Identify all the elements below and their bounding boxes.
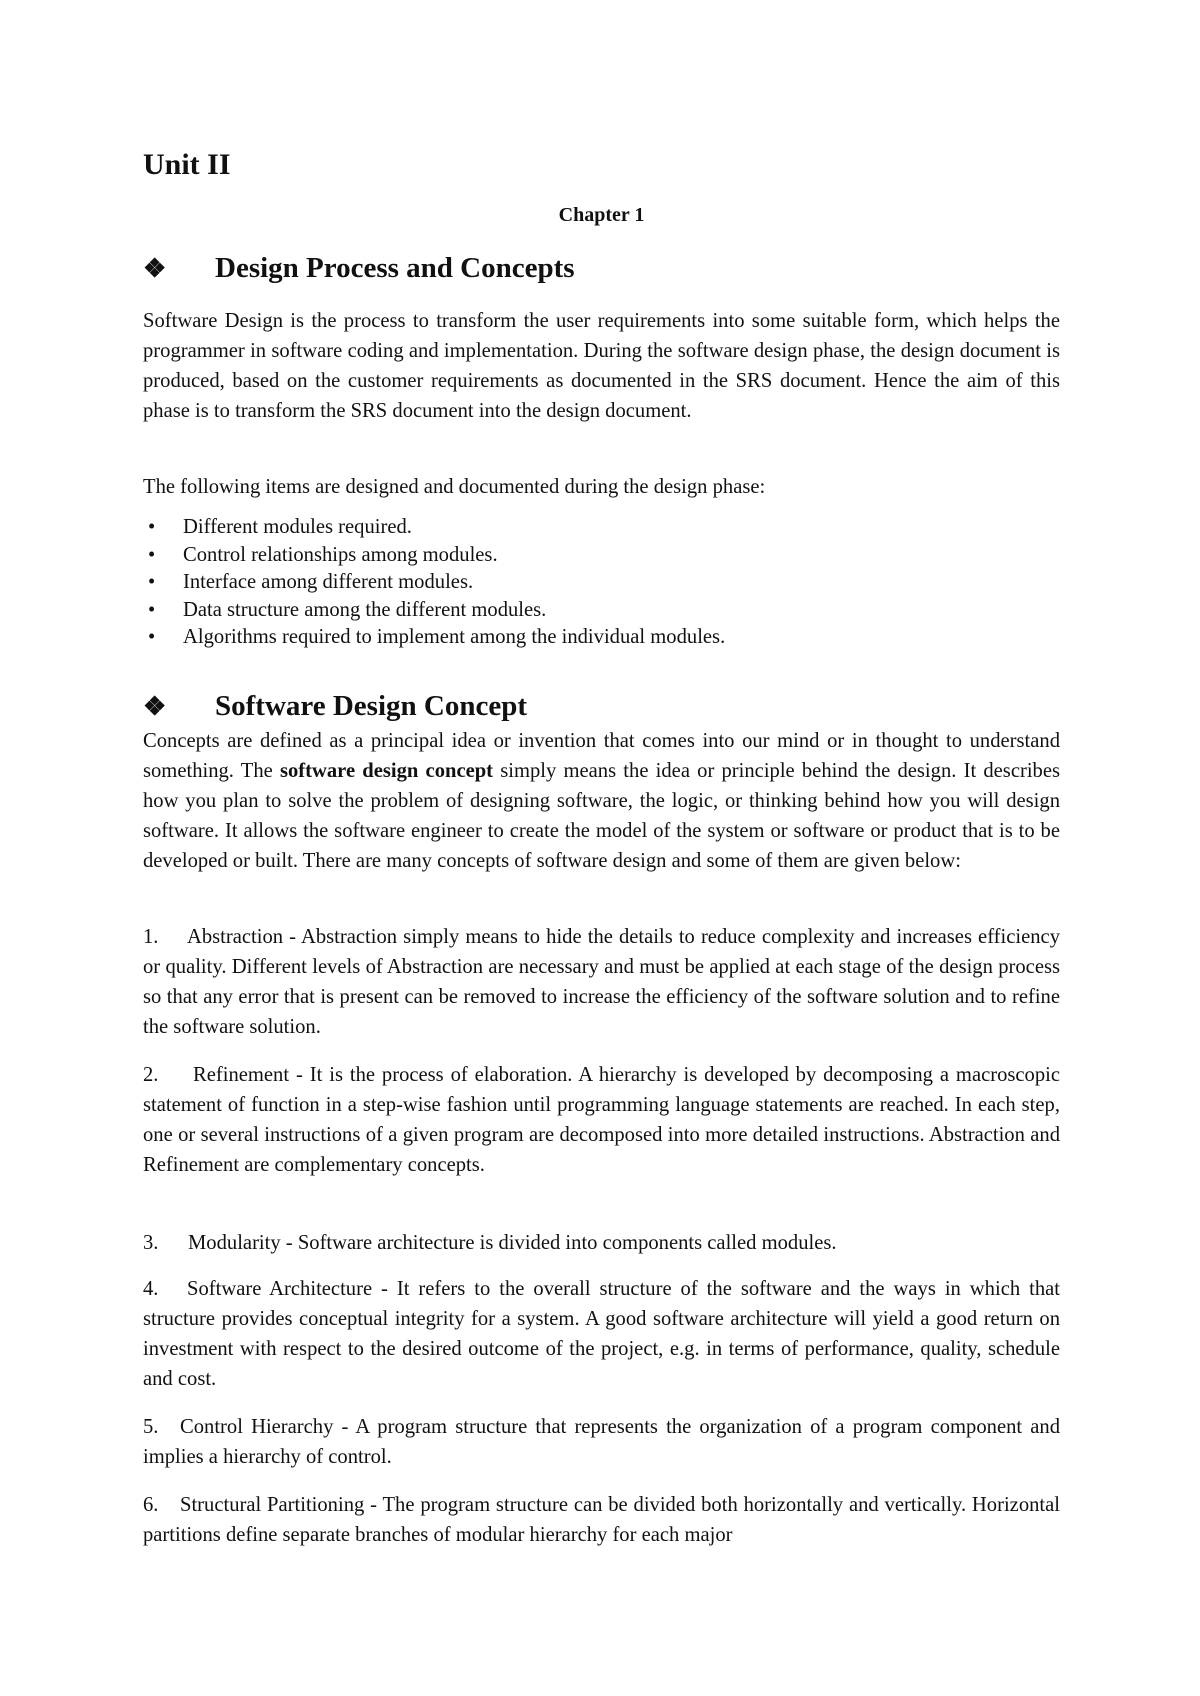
design-items-list (143, 514, 725, 652)
concept-control-hierarchy: 5. Control Hierarchy - A program structure that represents the organization of a program component and implies a hierarchy of control. (143, 1412, 1060, 1472)
concept-refinement: 2. Refinement - It is the process of elaboration. A hierarchy is developed by decomposing a macroscopic statement of function in a step-wise fashion until programming language statements are reached. In each step, one or several instructions of a given program are decomposed into more detailed instructions. Abstraction and Refinement are complementary concepts. (143, 1060, 1060, 1180)
unit-title: Unit II (143, 148, 231, 181)
bullet-dot-icon: • (148, 543, 156, 566)
list-intro: The following items are designed and documented during the design phase: (143, 476, 766, 498)
diamond-bullet-icon: ❖ (143, 254, 167, 283)
list-item: • Data structure among the different modules. (143, 597, 725, 625)
section-heading-text: Software Design Concept (215, 690, 527, 722)
concept-intro-paragraph: Concepts are defined as a principal idea or invention that comes into our mind or in thought to understand something. The software design concept simply means the idea or principle behind the design. It describes how you plan to solve the problem of designing software, the logic, or thinking behind how you will design software. It allows the software engineer to create the model of the system or software or product that is to be developed or built. There are many concepts of software design and some of them are given below: (143, 730, 1060, 872)
concept-software-architecture: 4. Software Architecture - It refers to the overall structure of the software and the ways in which that structure provides conceptual integrity for a system. A good software architecture will yield a good return on investment with respect to the desired outcome of the project, e.g. in terms of performance, quality, schedule and cost. (143, 1274, 1060, 1394)
item-number: 3. (143, 1232, 159, 1254)
bold-term: software design concept (279, 760, 494, 782)
list-item: • Control relationships among modules. (143, 542, 725, 570)
concept-structural-partitioning: 6. Structural Partitioning - The program structure can be divided both horizontally and vertically. Horizontal partitions define separate branches of modular hierarchy for each major (143, 1490, 1060, 1550)
list-item: • Algorithms required to implement among the individual modules. (143, 624, 725, 652)
diamond-bullet-icon: ❖ (143, 692, 167, 721)
list-item: • Interface among different modules. (143, 569, 725, 597)
item-number: 1. (143, 926, 159, 948)
item-number: 4. (143, 1278, 159, 1300)
design-intro-paragraph: Software Design is the process to transform the user requirements into some suitable form, which helps the programmer in software coding and implementation. During the software design phase, the design document is produced, based on the customer requirements as documented in the SRS document. Hence the aim of this phase is to transform the SRS document into the design document. (143, 310, 1060, 422)
bullet-dot-icon: • (148, 626, 156, 648)
item-number: 2. (143, 1064, 159, 1086)
concept-modularity: 3. Modularity - Software architecture is divided into components called modules. (143, 1228, 1060, 1258)
section-heading-design-process (143, 252, 575, 285)
concept-abstraction: 1. Abstraction - Abstraction simply means to hide the details to reduce complexity and increases efficiency or quality. Different levels of Abstraction are necessary and must be applied at each stage of the design process so that any error that is present can be removed to increase the efficiency of the software solution and to refine the software solution. (143, 922, 1060, 1042)
list-item: • Different modules required. (143, 514, 725, 542)
bullet-dot-icon: • (148, 571, 156, 593)
item-number: 5. (143, 1416, 159, 1438)
bullet-dot-icon: • (148, 516, 156, 538)
item-number: 6. (143, 1494, 159, 1516)
bullet-dot-icon: • (148, 598, 156, 621)
section-heading-text: Design Process and Concepts (215, 252, 575, 284)
chapter-label: Chapter 1 (558, 204, 645, 226)
section-heading-design-concept (143, 690, 527, 723)
